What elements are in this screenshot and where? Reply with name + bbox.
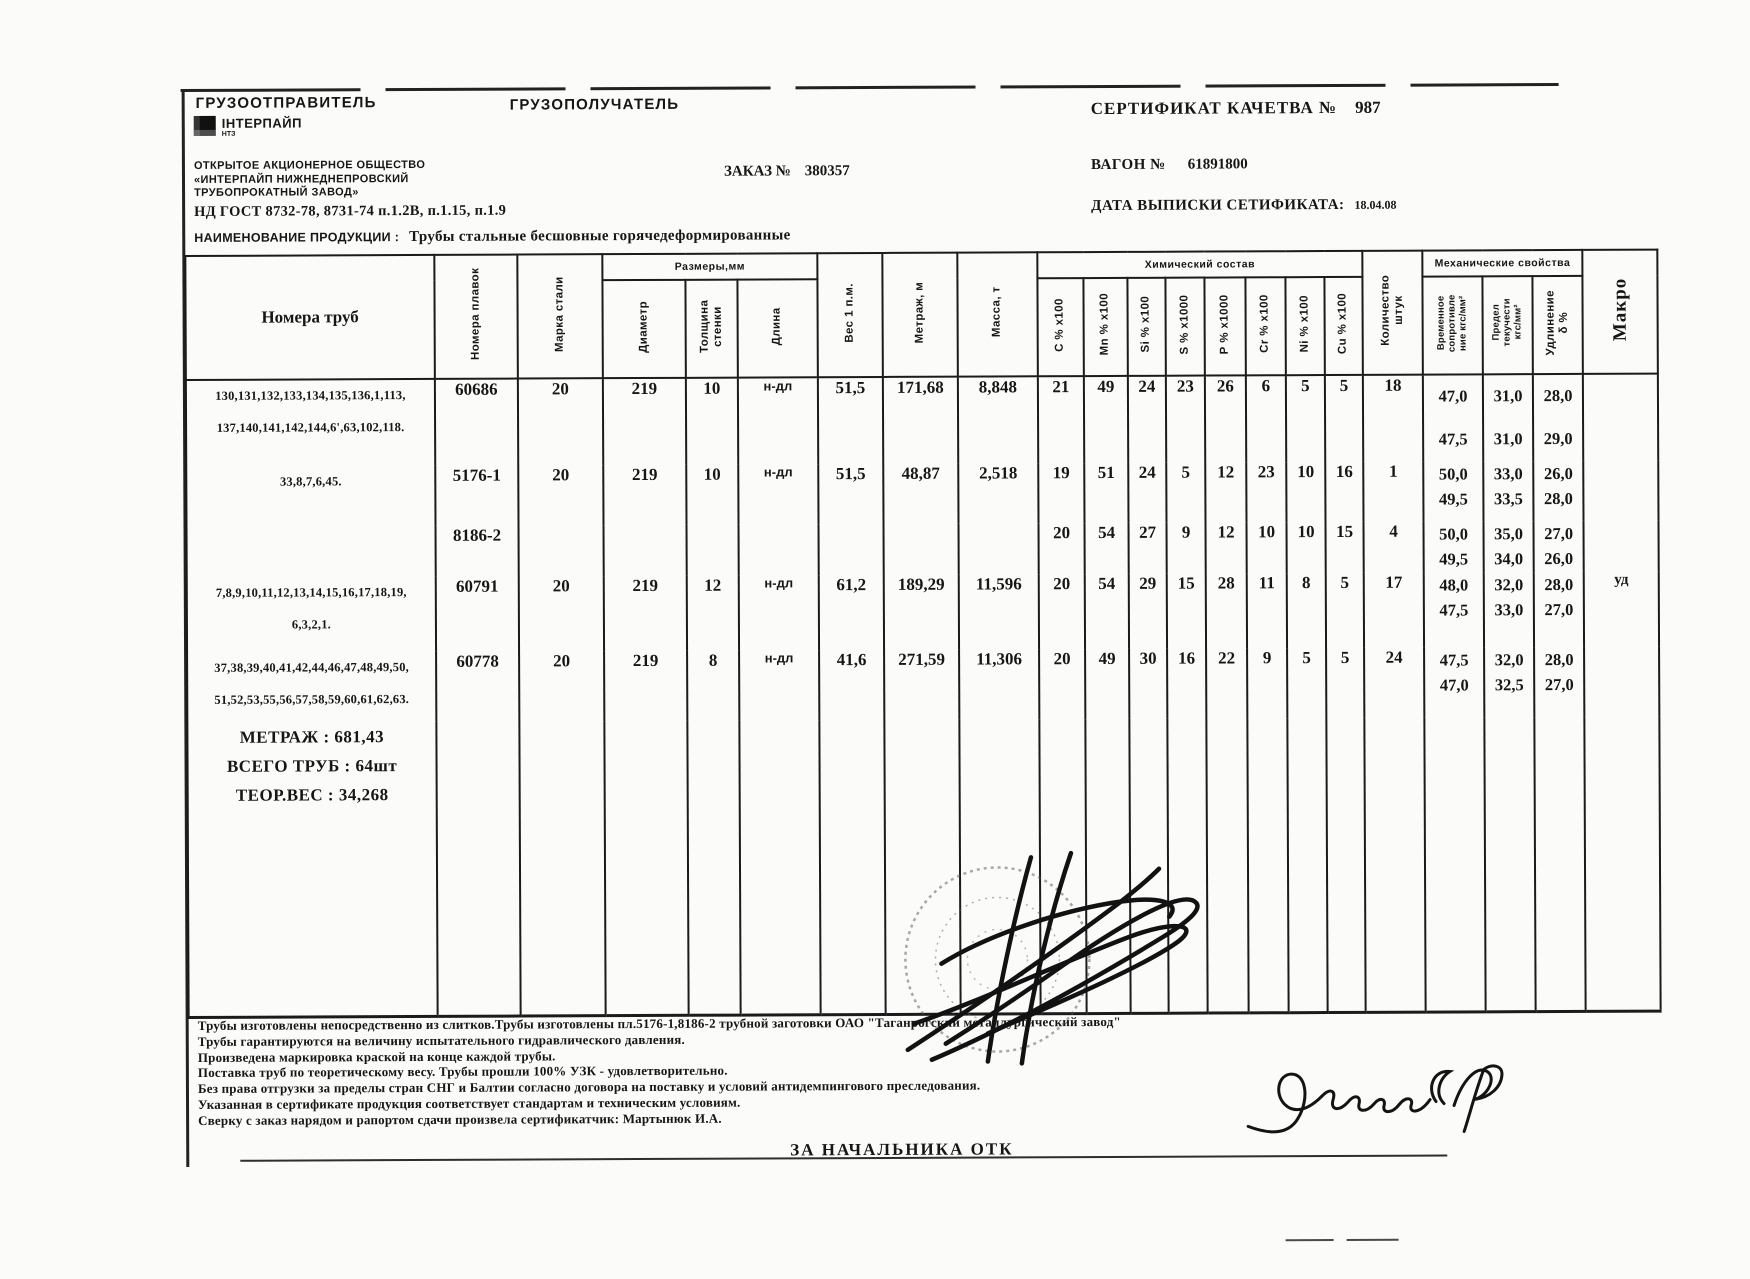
cell-cr: 6	[1246, 375, 1286, 462]
cell-empty	[519, 721, 605, 1016]
table-row	[187, 646, 1659, 722]
cell-cu: 5	[1325, 375, 1363, 462]
cell-cr: 11	[1247, 573, 1287, 648]
header-cr-label: Cr % х100	[1258, 294, 1272, 354]
cell-empty	[739, 720, 820, 1015]
cell-mn: 54	[1085, 523, 1129, 574]
cell-weight-1m	[819, 524, 884, 575]
cell-empty	[1326, 718, 1365, 1013]
cell-length-type: н-дл	[738, 377, 818, 464]
cell-c: 20	[1039, 574, 1085, 649]
header-pipes: Номера труб	[185, 255, 435, 380]
header-weight-per-meter	[817, 253, 883, 377]
scan-dash-mark	[1286, 1239, 1334, 1241]
cell-yield: 35,0 34,0	[1484, 521, 1534, 572]
cell-ni: 5	[1286, 375, 1325, 462]
cell-elongation: 26,0 28,0	[1533, 461, 1583, 521]
cell-s: 5	[1166, 462, 1205, 522]
header-wall-thickness	[685, 280, 737, 378]
cell-empty	[687, 720, 740, 1015]
cell-mass: 2,518	[958, 463, 1038, 523]
cell-mass: 11,306	[959, 649, 1039, 719]
header-length-label: Длина	[770, 306, 784, 345]
certificate-title-row	[1091, 98, 1381, 119]
header-yield-label: Предел текучести кгс/мм²	[1490, 298, 1524, 347]
order-row	[724, 162, 850, 181]
cell-wall: 8	[687, 650, 739, 720]
cell-empty	[1584, 716, 1660, 1011]
cell-si: 30	[1129, 649, 1167, 719]
footer-line: Произведена маркировка краской на конце каждой трубы.	[197, 1047, 556, 1065]
cell-c: 19	[1038, 463, 1084, 523]
cell-empty	[604, 721, 688, 1016]
cell-yield: 32,0 33,0	[1484, 572, 1534, 647]
header-diameter	[602, 280, 685, 378]
cell-pipes: 37,38,39,40,41,42,44,46,47,48,49,50, 51,52,53,55,56,57,58,59,60,61,62,63.	[187, 652, 436, 723]
header-meterage-label: Метраж, м	[913, 281, 926, 344]
header-s-label: S % х1000	[1178, 294, 1191, 355]
cell-grade: 20	[518, 465, 603, 525]
cell-elongation: 28,0 29,0	[1533, 374, 1583, 461]
header-quantity-label: Количество штук	[1379, 274, 1405, 346]
cell-s: 16	[1167, 648, 1206, 718]
header-diameter-label: Диаметр	[637, 300, 650, 353]
header-grade-label: Марка стали	[553, 276, 566, 352]
footer-line: Сверку с заказ нарядом и рапортом сдачи произвела сертификатчик: Мартынюк И.А.	[198, 1110, 722, 1128]
date-row	[1091, 196, 1396, 215]
cell-diameter: 219	[604, 576, 687, 651]
header-p-label: Р % х1000	[1218, 294, 1231, 354]
cell-ni: 5	[1287, 648, 1326, 718]
cell-mn: 54	[1085, 574, 1129, 649]
company-block	[194, 159, 426, 201]
header-cu-label: Cu % х100	[1336, 292, 1350, 355]
cell-c: 20	[1039, 523, 1085, 574]
table-row	[187, 571, 1659, 652]
cell-grade	[519, 525, 604, 576]
wagon-number: 61891800	[1187, 156, 1248, 173]
header-wall-label: Толщина стенки	[698, 299, 724, 353]
header-si-label: Si % х100	[1139, 295, 1153, 353]
cell-meterage: 171,68	[883, 377, 958, 464]
cell-mass	[959, 523, 1039, 574]
nd-gost-line: НД ГОСТ 8732-78, 8731-74 п.1.2В, п.1.15, п.1.9	[194, 202, 507, 220]
cell-elongation: 28,0 27,0	[1534, 572, 1584, 647]
logo	[194, 115, 302, 137]
cell-c: 20	[1039, 649, 1085, 719]
cell-tensile: 47,5 47,0	[1424, 647, 1484, 717]
cell-empty	[1247, 718, 1288, 1013]
logo-name: ІНТЕРПАЙП	[221, 115, 302, 131]
cell-p: 28	[1206, 573, 1247, 648]
cell-c: 21	[1038, 376, 1084, 463]
cell-length-type: н-дл	[739, 650, 819, 720]
cell-p: 12	[1205, 462, 1246, 522]
cell-p: 26	[1205, 375, 1246, 462]
summary-total-pipes: ВСЕГО ТРУБ : 64шт	[226, 755, 398, 776]
cell-meterage: 189,29	[884, 575, 959, 650]
cell-si: 29	[1129, 574, 1167, 649]
company-line: ТРУБОПРОКАТНЫЙ ЗАВОД»	[194, 186, 359, 199]
cell-mn: 49	[1084, 376, 1128, 463]
cell-weight-1m: 61,2	[819, 575, 884, 650]
cell-p: 22	[1206, 648, 1247, 718]
cell-qty: 17	[1364, 573, 1424, 648]
cell-cu: 5	[1326, 648, 1364, 718]
header-quantity	[1362, 251, 1423, 375]
cell-wall	[687, 524, 739, 575]
header-elongation	[1532, 276, 1582, 374]
handwritten-signature	[1240, 1039, 1510, 1150]
cell-empty	[1534, 717, 1585, 1012]
cell-pipes	[187, 526, 436, 578]
cell-cu: 15	[1325, 522, 1363, 573]
header-p	[1204, 277, 1245, 375]
cell-qty: 4	[1364, 521, 1424, 572]
header-mn	[1083, 278, 1127, 376]
header-length	[737, 279, 817, 377]
header-heat-label: Номера плавок	[469, 268, 482, 361]
product-row	[194, 226, 790, 247]
table-row	[187, 520, 1659, 578]
header-steel-grade	[517, 254, 603, 378]
cell-elongation: 28,0 27,0	[1534, 647, 1584, 717]
header-tensile	[1422, 276, 1482, 374]
wagon-row	[1091, 155, 1248, 174]
certificate-title: СЕРТИФИКАТ КАЧЕТВА №	[1090, 97, 1338, 119]
summary-meterage: МЕТРАЖ : 681,43	[239, 727, 385, 747]
cell-pipes: 33,8,7,6,45.	[186, 466, 435, 527]
footer-line: Трубы гарантируются на величину испытательного гидравлического давления.	[197, 1031, 685, 1049]
document-top-border	[181, 83, 1559, 92]
cell-ni: 8	[1287, 573, 1326, 648]
header-si	[1127, 278, 1165, 376]
cell-qty: 24	[1364, 648, 1424, 718]
cell-pipes: 7,8,9,10,11,12,13,14,15,16,17,18,19, 6,3,2,1.	[187, 577, 436, 653]
cell-diameter: 219	[604, 651, 687, 721]
summary-block	[187, 722, 437, 1018]
cell-heat: 60791	[436, 576, 519, 651]
cell-grade: 20	[519, 651, 604, 721]
cell-heat: 8186-2	[436, 525, 519, 576]
footer-line: Без права отгрузки за пределы стран СНГ и Балтии согласно договора на поставку и условий антидемпингового преследования.	[197, 1077, 981, 1097]
cell-yield: 31,0 31,0	[1483, 374, 1533, 461]
cell-tensile: 47,0 47,5	[1423, 374, 1483, 461]
footer-line: Трубы изготовлены непосредственно из слитков.Трубы изготовлены пл.5176-1,8186-2 трубной заготовки ОАО "Таганрогский металлургический завод"	[197, 1013, 1121, 1033]
date-label: ДАТА ВЫПИСКИ СЕТИФИКАТА:	[1091, 196, 1345, 215]
cell-si: 27	[1129, 523, 1167, 574]
header-chem-group: Химический состав	[1037, 251, 1362, 278]
cell-weight-1m: 51,5	[818, 464, 883, 524]
header-macro-label: Макро	[1609, 277, 1631, 342]
cell-meterage: 271,59	[884, 650, 959, 720]
cell-diameter: 219	[603, 378, 686, 465]
shipper-label: ГРУЗООТПРАВИТЕЛЬ	[195, 94, 377, 112]
header-c	[1037, 278, 1083, 376]
cell-length-type: н-дл	[739, 575, 819, 650]
cell-s: 15	[1167, 573, 1206, 648]
cell-tensile: 48,0 47,5	[1424, 572, 1484, 647]
header-yield	[1482, 276, 1532, 374]
cell-empty	[1424, 717, 1485, 1012]
cell-weight-1m: 41,6	[819, 650, 884, 720]
header-c-label: С % х100	[1053, 297, 1067, 352]
cell-cr: 9	[1247, 648, 1287, 718]
wagon-label: ВАГОН №	[1090, 156, 1166, 174]
cell-macro	[1583, 374, 1658, 461]
cell-cr: 23	[1246, 462, 1286, 522]
cell-length-type	[739, 524, 819, 575]
header-tensile-label: Временное сопротивле ние кгс/мм²	[1435, 294, 1469, 352]
cell-yield: 33,0 33,5	[1483, 461, 1533, 521]
order-number: 380357	[804, 163, 850, 180]
signoff-title: ЗА НАЧАЛЬНИКА ОТК	[790, 1139, 1014, 1160]
cell-empty	[1364, 718, 1425, 1013]
header-mass-label: Масса, т	[990, 286, 1004, 338]
header-elongation-label: Удлинение δ %	[1544, 289, 1570, 356]
certificate-number: 987	[1355, 97, 1381, 117]
cell-ni: 10	[1286, 462, 1325, 522]
cell-diameter: 219	[603, 465, 686, 525]
cell-heat: 60686	[435, 379, 518, 466]
header-sizes-group: Размеры,мм	[602, 253, 817, 280]
header-mass	[957, 252, 1038, 376]
cell-empty	[436, 721, 520, 1016]
cell-empty	[1484, 717, 1535, 1012]
footer-line: Указанная в сертификате продукция соответствует стандартам и техническим условиям.	[197, 1094, 741, 1112]
order-label: ЗАКАЗ №	[723, 163, 791, 180]
cell-elongation: 27,0 26,0	[1534, 521, 1584, 572]
header-mn-label: Мn % х100	[1098, 293, 1112, 356]
footer-line: Поставка труб по теоретическому весу. Трубы прошли 100% УЗК - удовлетворительно.	[197, 1063, 728, 1081]
company-line: «ИНТЕРПАЙП НИЖНЕДНЕПРОВСКИЙ	[193, 172, 409, 186]
table-header	[185, 250, 1658, 380]
cell-length-type: н-дл	[738, 464, 818, 524]
table-row	[186, 460, 1658, 526]
cell-macro	[1584, 646, 1659, 716]
consignee-label: ГРУЗОПОЛУЧАТЕЛЬ	[509, 95, 680, 114]
cell-mass: 11,596	[959, 574, 1039, 649]
header-cr	[1245, 277, 1285, 375]
cell-ni: 10	[1286, 522, 1325, 573]
summary-theoretical-weight: ТЕОР.ВЕС : 34,268	[235, 785, 389, 805]
cell-wall: 10	[686, 464, 738, 524]
cell-heat: 5176-1	[435, 465, 518, 525]
cell-weight-1m: 51,5	[818, 377, 883, 464]
cell-qty: 18	[1363, 375, 1423, 462]
cell-s: 9	[1167, 522, 1206, 573]
cell-macro	[1583, 460, 1658, 520]
header-meterage	[882, 253, 958, 377]
cell-mn: 51	[1084, 463, 1128, 523]
cell-tensile: 50,0 49,5	[1423, 461, 1483, 521]
table-row	[186, 374, 1658, 467]
product-value: Трубы стальные бесшовные горячедеформированные	[409, 227, 791, 246]
cell-cr: 10	[1247, 522, 1287, 573]
cell-wall: 10	[686, 378, 738, 465]
company-line: ОТКРЫТОЕ АКЦИОНЕРНОЕ ОБЩЕСТВО	[193, 158, 426, 172]
cell-yield: 32,0 32,5	[1484, 647, 1534, 717]
stamp-and-signature-scribble	[879, 840, 1230, 1077]
round-stamp-icon	[905, 867, 1090, 1052]
header-ni	[1285, 277, 1324, 375]
product-label: НАИМЕНОВАНИЕ ПРОДУКЦИИ :	[194, 230, 400, 245]
cell-cu: 5	[1326, 573, 1364, 648]
cell-diameter	[604, 525, 687, 576]
date-value: 18.04.08	[1354, 197, 1397, 212]
cell-grade: 20	[518, 378, 603, 465]
scan-dash-mark	[1347, 1239, 1399, 1241]
cell-pipes: 130,131,132,133,134,135,136,1,113, 137,140,141,142,144,6',63,102,118.	[186, 379, 435, 467]
cell-si: 24	[1128, 463, 1166, 523]
logo-sub: НТЗ	[221, 130, 236, 138]
cell-empty	[819, 720, 885, 1015]
interpipe-logo-icon	[194, 116, 216, 136]
cell-meterage: 48,87	[883, 463, 958, 523]
cell-meterage	[884, 523, 959, 574]
cell-wall: 12	[687, 576, 739, 651]
header-cu	[1324, 277, 1362, 375]
cell-si: 24	[1128, 376, 1166, 463]
cell-p: 12	[1206, 522, 1247, 573]
header-ni-label: Ni % х100	[1298, 294, 1311, 353]
cell-tensile: 50,0 49,5	[1424, 521, 1484, 572]
cell-macro	[1584, 520, 1659, 571]
header-mech-group: Механические свойства	[1422, 250, 1582, 277]
cell-mass: 8,848	[958, 376, 1038, 463]
cell-empty	[1287, 718, 1327, 1013]
cell-cu: 16	[1325, 462, 1363, 522]
cell-qty: 1	[1363, 461, 1423, 521]
cell-heat: 60778	[436, 651, 519, 721]
cell-mn: 49	[1085, 649, 1129, 719]
header-s	[1165, 278, 1204, 376]
cell-s: 23	[1166, 376, 1205, 463]
cell-grade: 20	[519, 576, 604, 651]
header-macro	[1582, 250, 1658, 374]
header-weight-per-meter-label: Вес 1 п.м.	[843, 282, 856, 343]
cell-macro: уд	[1584, 571, 1659, 646]
header-heat-numbers	[434, 255, 518, 379]
